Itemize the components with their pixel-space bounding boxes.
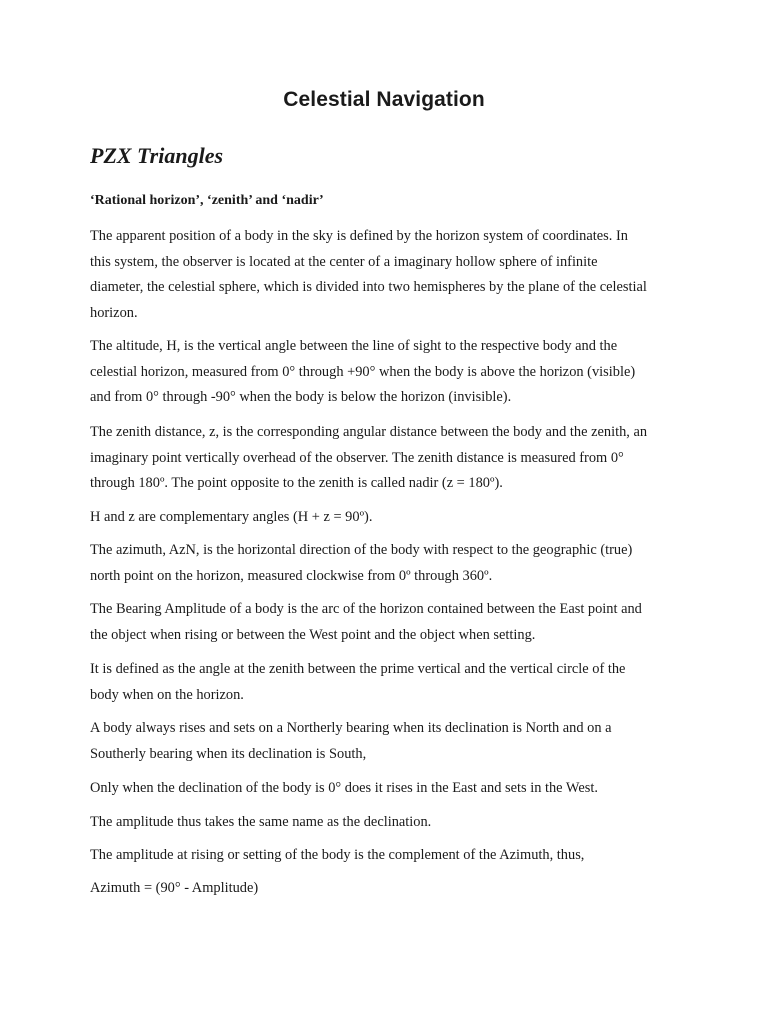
text-line: Only when the declination of the body is 0° does it rises in the East and sets in the West. xyxy=(90,780,598,796)
text-line: The amplitude thus takes the same name as the declination. xyxy=(90,814,432,830)
paragraph-declination-bearing xyxy=(90,716,690,767)
text-line: celestial horizon, measured from 0° through +90° when the body is above the horizon (visible) xyxy=(90,363,636,380)
paragraph-complementary xyxy=(90,505,690,531)
text-line: through 180º. The point opposite to the zenith is called nadir (z = 180º). xyxy=(90,475,503,492)
text-line: The zenith distance, z, is the corresponding angular distance between the body and the zenith, an xyxy=(90,424,648,440)
text-line: Southerly bearing when its declination is South, xyxy=(90,745,367,762)
text-line: body when on the horizon. xyxy=(90,686,244,703)
text-line: horizon. xyxy=(90,304,138,321)
text-line: the object when rising or between the West point and the object when setting. xyxy=(90,626,536,643)
paragraph-zenith-distance xyxy=(90,420,690,497)
paragraph-zenith-angle xyxy=(90,657,690,708)
text-line: imaginary point vertically overhead of the observer. The zenith distance is measured from 0° xyxy=(90,449,624,466)
text-line: It is defined as the angle at the zenith between the prime vertical and the vertical circle of the xyxy=(90,661,626,677)
text-line: and from 0° through -90° when the body is below the horizon (invisible). xyxy=(90,389,512,406)
text-line: this system, the observer is located at the center of a imaginary hollow sphere of infinite xyxy=(90,253,598,270)
text-line: H and z are complementary angles (H + z = 90º). xyxy=(90,509,373,525)
paragraph-horizon-system xyxy=(90,224,690,326)
text-line: The altitude, H, is the vertical angle between the line of sight to the respective body and the xyxy=(90,338,618,354)
page-title: Celestial Navigation xyxy=(283,88,485,111)
paragraph-amplitude-complement xyxy=(90,843,690,869)
paragraph-azimuth-formula xyxy=(90,876,690,902)
paragraph-amplitude-name xyxy=(90,810,690,836)
paragraph-zero-declination xyxy=(90,776,690,802)
text-line: Azimuth = (90° - Amplitude) xyxy=(90,880,259,896)
text-line: The apparent position of a body in the sky is defined by the horizon system of coordinates. In xyxy=(90,228,628,244)
paragraph-altitude xyxy=(90,334,690,411)
text-line: north point on the horizon, measured clockwise from 0º through 360º. xyxy=(90,567,493,584)
paragraph-bearing-amplitude xyxy=(90,597,690,648)
text-line: The azimuth, AzN, is the horizontal direction of the body with respect to the geographic (true) xyxy=(90,542,633,558)
text-line: The Bearing Amplitude of a body is the arc of the horizon contained between the East point and xyxy=(90,601,642,617)
subsection-heading: ‘Rational horizon’, ‘zenith’ and ‘nadir’ xyxy=(90,193,324,208)
text-line: The amplitude at rising or setting of the body is the complement of the Azimuth, thus, xyxy=(90,847,585,863)
section-heading: PZX Triangles xyxy=(90,143,224,168)
text-line: diameter, the celestial sphere, which is divided into two hemispheres by the plane of the celestial xyxy=(90,279,647,296)
text-line: A body always rises and sets on a Northerly bearing when its declination is North and on a xyxy=(90,720,612,736)
paragraph-azimuth xyxy=(90,538,690,589)
